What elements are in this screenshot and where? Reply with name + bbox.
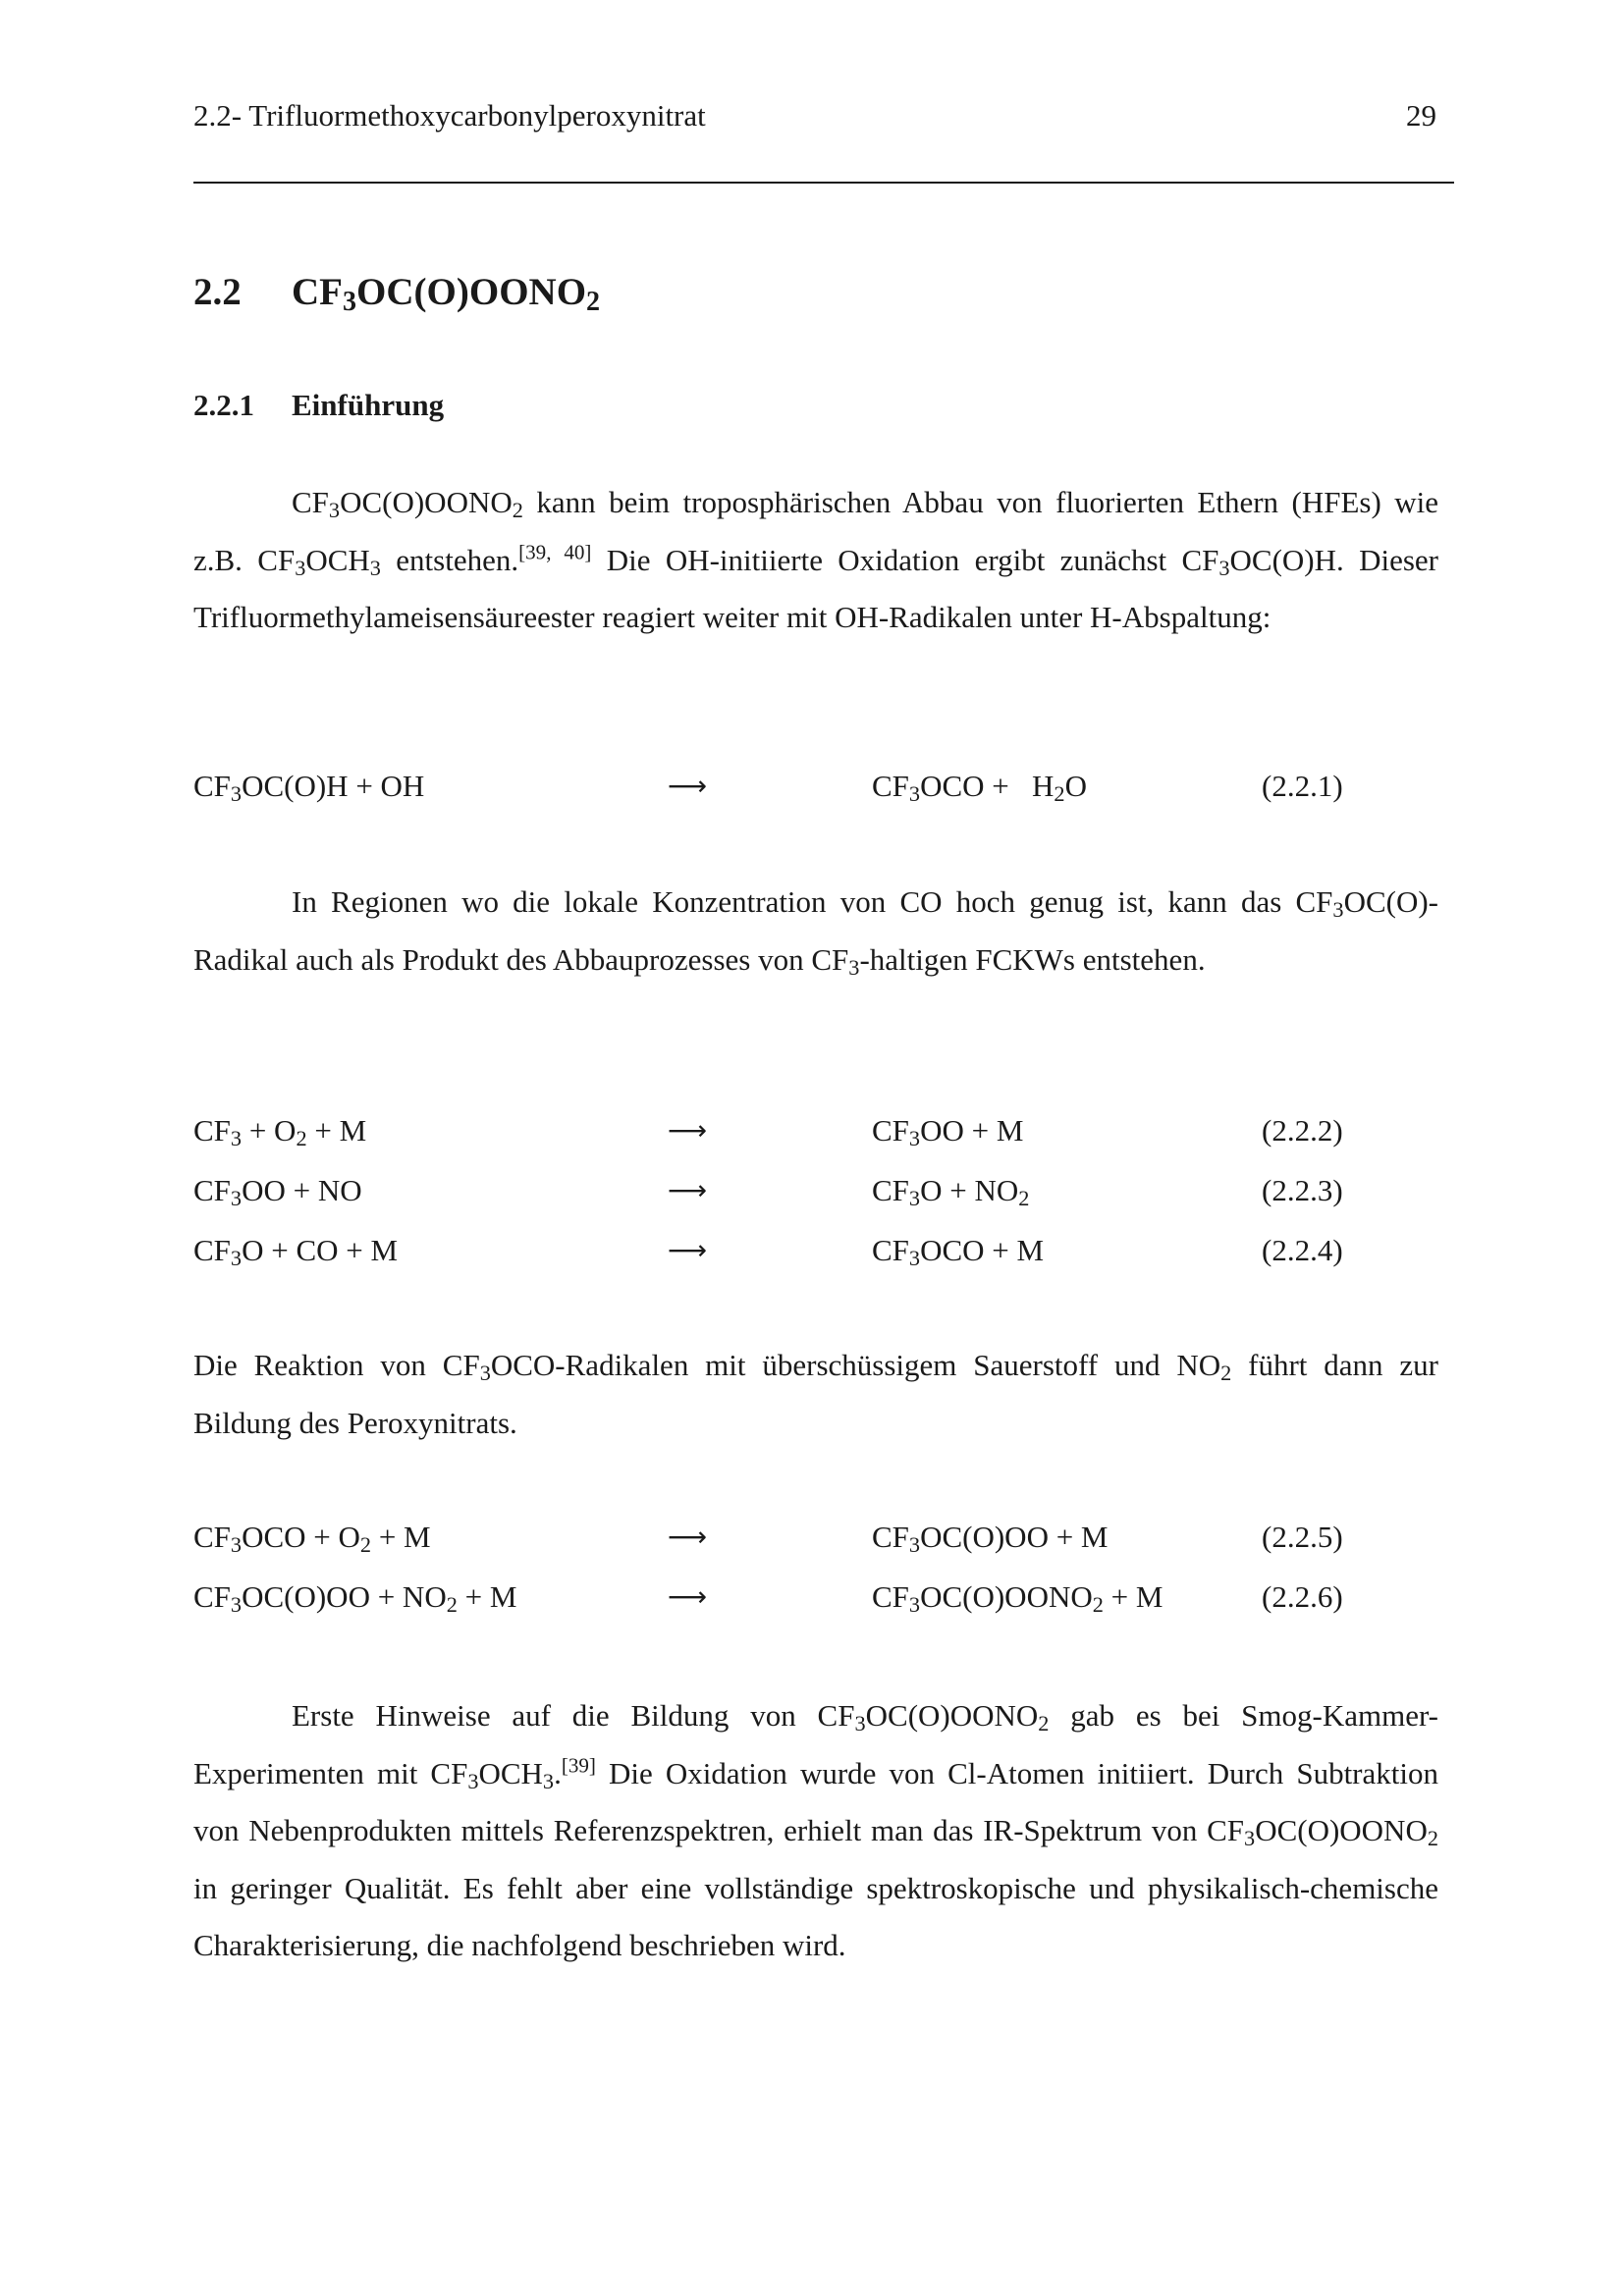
reaction-arrow-icon: ⟶: [668, 1114, 708, 1147]
equation-products: $CF_3OC(O)OO + M$: [872, 1520, 1109, 1557]
equation-number: (2.2.6): [1262, 1579, 1343, 1614]
equation-row: [193, 1516, 1372, 1559]
equation-number: (2.2.1): [1262, 769, 1343, 803]
equation-row: [193, 765, 1372, 808]
equation-row: [193, 1575, 1372, 1619]
equation-reactants: $CF_3OO$ + NO: [193, 1173, 362, 1210]
paragraph-reaction: Die Reaktion von $CF_3OCO$-Radikalen mit überschüssigem Sauerstoff und $NO_2$ führt dann zur Bildung des Peroxynitrats.: [193, 1348, 1438, 1440]
equation-number: (2.2.2): [1262, 1113, 1343, 1148]
page-number: 29: [1406, 98, 1436, 133]
section-heading: [193, 268, 600, 317]
subsection-number: 2.2.1: [193, 388, 254, 422]
equation-reactants: $CF_3 + O_2 + M$: [193, 1113, 367, 1150]
equation-products: $CF_3O + NO_2$: [872, 1173, 1030, 1210]
section-title: $CF_3OC(O)OONO_2$: [292, 271, 601, 318]
equation-reactants: $CF_3O$ + CO + M: [193, 1233, 399, 1270]
equation-products: $CF_3OCO + M$: [872, 1233, 1045, 1270]
section-number: 2.2: [193, 271, 242, 313]
equation-row: [193, 1169, 1372, 1212]
equation-number: (2.2.3): [1262, 1173, 1343, 1207]
header-divider: [193, 182, 1454, 184]
paragraph-evidence: Erste Hinweise auf die Bildung von $CF_3OC(O)OONO_2$ gab es bei Smog-Kammer-Experimenten mit $CF_3OCH_3.[39]$ Die Oxidation wurde von Cl-Atomen initiiert. Durch Subtraktion von Nebenprodukten mittels Referenzspektren, erhielt man das IR-Spektrum von $CF_3OC(O)OONO_2$ in geringer Qualität. Es fehlt aber eine vollständige spektroskopische und physikalisch-chemische Charakterisierung, die nachfolgend beschrieben wird.: [193, 1698, 1438, 1962]
equation-row: [193, 1109, 1372, 1152]
equation-reactants: $CF_3OCO + O_2 + M$: [193, 1520, 431, 1557]
running-header-title: 2.2- Trifluormethoxycarbonylperoxynitrat: [193, 98, 706, 133]
equation-products: $CF_3OC(O)OONO_2 + M$: [872, 1579, 1163, 1617]
equation-products: $CF_3OCO + H_2O$: [872, 769, 1087, 806]
paragraph-regions: In Regionen wo die lokale Konzentration von CO hoch genug ist, kann das $CF_3OC(O)$-Radikal auch als Produkt des Abbauprozesses von $CF_3$-haltigen FCKWs entstehen.: [193, 884, 1438, 980]
equation-row: [193, 1229, 1372, 1272]
equation-products: $CF_3OO + M$: [872, 1113, 1024, 1150]
equation-reactants: $CF_3OC(O)H$ + OH: [193, 769, 425, 806]
equation-number: (2.2.5): [1262, 1520, 1343, 1554]
subsection-heading: [193, 386, 444, 425]
subsection-title: Einführung: [292, 388, 445, 422]
equation-reactants: $CF_3OC(O)OO + NO_2 + M$: [193, 1579, 517, 1617]
equation-number: (2.2.4): [1262, 1233, 1343, 1267]
paragraph-intro: $CF_3OC(O)OONO_2$ kann beim troposphärischen Abbau von fluorierten Ethern (HFEs) wie z.B. $CF_3OCH_3$ entstehen.[39, 40] Die OH-initiierte Oxidation ergibt zunächst $CF_3OC(O)H$. Dieser Trifluormethylameisensäureester reagiert weiter mit OH-Radikalen unter H-Abspaltung:: [193, 485, 1438, 634]
reaction-arrow-icon: ⟶: [668, 1234, 708, 1266]
reaction-arrow-icon: ⟶: [668, 770, 708, 802]
reaction-arrow-icon: ⟶: [668, 1521, 708, 1553]
reaction-arrow-icon: ⟶: [668, 1580, 708, 1613]
reaction-arrow-icon: ⟶: [668, 1174, 708, 1206]
